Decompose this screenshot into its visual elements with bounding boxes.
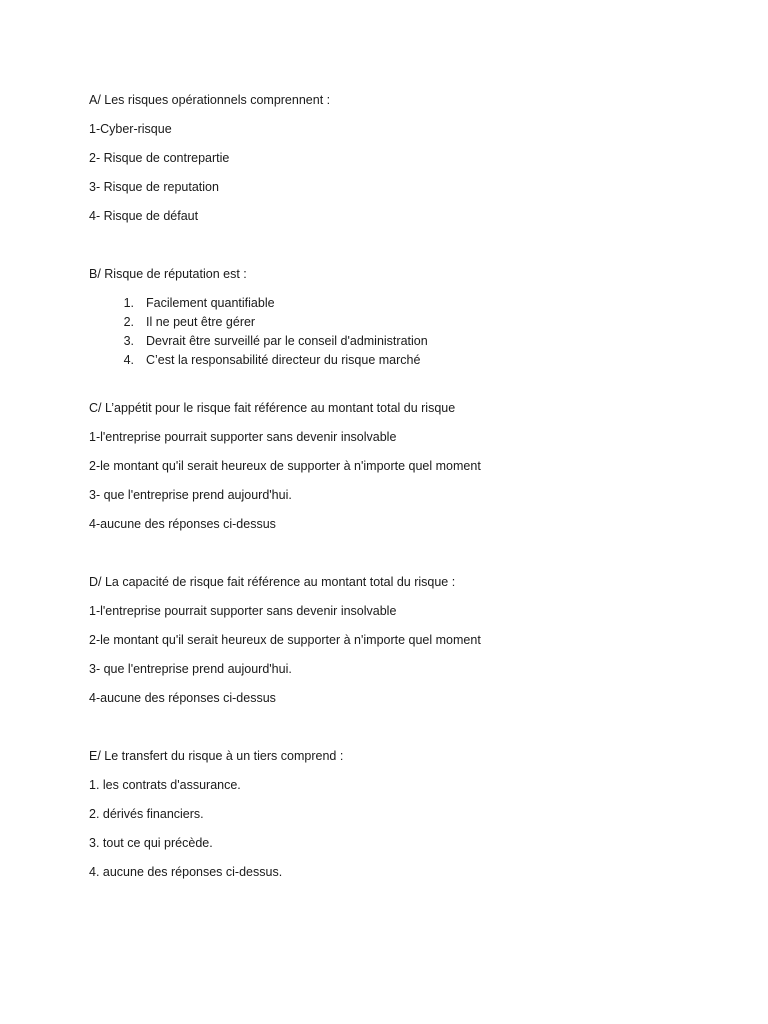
question-d-option-1: 1-l'entreprise pourrait supporter sans devenir insolvable bbox=[89, 604, 397, 618]
question-a-option-2: 2- Risque de contrepartie bbox=[89, 151, 230, 165]
question-c-option-3: 3- que l'entreprise prend aujourd'hui. bbox=[89, 488, 292, 502]
spacer bbox=[89, 237, 729, 266]
question-b-heading: B/ Risque de réputation est : bbox=[89, 267, 247, 281]
list-number: 2. bbox=[123, 315, 134, 329]
question-b-list bbox=[89, 295, 729, 371]
list-number: 4. bbox=[123, 353, 134, 367]
question-c-option-4: 4-aucune des réponses ci-dessus bbox=[89, 517, 276, 531]
question-a-option-1: 1-Cyber-risque bbox=[89, 122, 172, 136]
question-b-option-3 bbox=[89, 333, 729, 352]
spacer bbox=[89, 381, 729, 400]
spacer bbox=[89, 545, 729, 574]
question-d-option-2: 2-le montant qu'il serait heureux de supporter à n'importe quel moment bbox=[89, 633, 481, 647]
question-e-option-3: 3. tout ce qui précède. bbox=[89, 836, 213, 850]
question-d-heading: D/ La capacité de risque fait référence au montant total du risque : bbox=[89, 575, 456, 589]
question-c-option-2: 2-le montant qu'il serait heureux de supporter à n'importe quel moment bbox=[89, 459, 481, 473]
list-text: Il ne peut être gérer bbox=[146, 315, 256, 329]
question-b-option-4 bbox=[89, 352, 729, 371]
question-b-option-2 bbox=[89, 314, 729, 333]
list-number: 3. bbox=[123, 334, 134, 348]
question-a-option-4: 4- Risque de défaut bbox=[89, 209, 199, 223]
document-page bbox=[89, 92, 729, 893]
list-text: C’est la responsabilité directeur du risque marché bbox=[146, 353, 421, 367]
spacer bbox=[89, 719, 729, 748]
question-a-option-3: 3- Risque de reputation bbox=[89, 180, 219, 194]
question-e-option-2: 2. dérivés financiers. bbox=[89, 807, 204, 821]
question-e-option-1: 1. les contrats d'assurance. bbox=[89, 778, 241, 792]
list-number: 1. bbox=[123, 296, 134, 310]
question-e-option-4: 4. aucune des réponses ci-dessus. bbox=[89, 865, 283, 879]
question-c-option-1: 1-l'entreprise pourrait supporter sans devenir insolvable bbox=[89, 430, 397, 444]
list-text: Facilement quantifiable bbox=[146, 296, 275, 310]
question-c-heading: C/ L’appétit pour le risque fait référence au montant total du risque bbox=[89, 401, 456, 415]
list-text: Devrait être surveillé par le conseil d'administration bbox=[146, 334, 428, 348]
question-e-heading: E/ Le transfert du risque à un tiers comprend : bbox=[89, 749, 344, 763]
question-a-heading: A/ Les risques opérationnels comprennent : bbox=[89, 93, 331, 107]
question-b-option-1 bbox=[89, 295, 729, 314]
question-d-option-3: 3- que l'entreprise prend aujourd'hui. bbox=[89, 662, 292, 676]
question-d-option-4: 4-aucune des réponses ci-dessus bbox=[89, 691, 276, 705]
